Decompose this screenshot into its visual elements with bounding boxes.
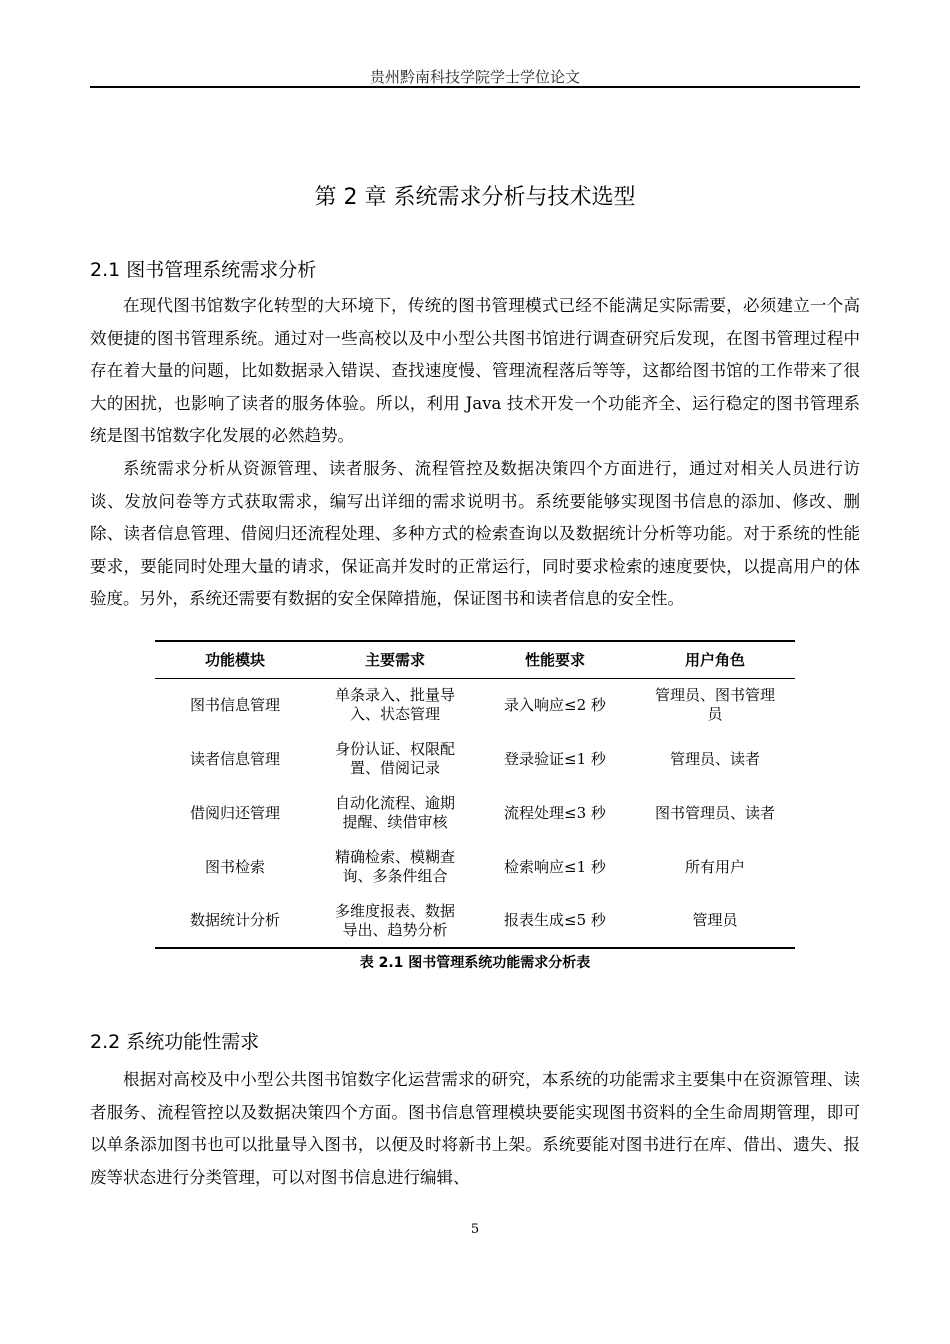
header-rule bbox=[90, 86, 860, 88]
table-row bbox=[155, 840, 795, 894]
chapter-title: 第 2 章 系统需求分析与技术选型 bbox=[314, 185, 636, 210]
table-cell-text: 管理员、读者 bbox=[669, 749, 760, 768]
table-cell: 数据统计分析 bbox=[155, 894, 315, 948]
table-cell bbox=[635, 732, 795, 786]
table-cell: 读者信息管理 bbox=[189, 749, 280, 768]
page-number: 5 bbox=[470, 1222, 480, 1237]
table-cell bbox=[315, 894, 475, 948]
table-header-cell: 主要需求 bbox=[315, 641, 475, 678]
table-caption: 表 2.1 图书管理系统功能需求分析表 bbox=[359, 955, 591, 971]
table-cell-text: 所有用户 bbox=[684, 857, 745, 876]
table-cell bbox=[315, 732, 475, 786]
table-cell: 报表生成≤5 秒 bbox=[475, 894, 635, 948]
table-header-cell: 功能模块 bbox=[155, 641, 315, 678]
table-header-row bbox=[155, 641, 795, 678]
table-header-cell: 用户角色 bbox=[635, 641, 795, 678]
table-row bbox=[155, 732, 795, 786]
table-cell-text: 自动化流程、逾期提醒、续借审核 bbox=[334, 794, 455, 831]
table-cell: 录入响应≤2 秒 bbox=[504, 695, 606, 714]
table-row bbox=[155, 678, 795, 732]
paragraph-2-1-a: 在现代图书馆数字化转型的大环境下，传统的图书管理模式已经不能满足实际需要，必须建立一个高效便捷的图书管理系统。通过对一些高校以及中小型公共图书馆进行调查研究后发现，在图书管理过程中存在着大量的问题，比如数据录入错误、查找速度慢、管理流程落后等等，这都给图书馆的工作带来了很大的困扰，也影响了读者的服务体验。所以，利用 Java 技术开发一个功能齐全、运行稳定的图书管理系统是图书馆数字化发展的必然趋势。 bbox=[90, 296, 860, 445]
table-cell-text: 单条录入、批量导入、状态管理 bbox=[334, 686, 455, 724]
table-cell-text: 精确检索、模糊查询、多条件组合 bbox=[334, 848, 455, 885]
table-cell bbox=[635, 678, 795, 732]
table-cell bbox=[635, 840, 795, 894]
section-heading-2-1: 2.1 图书管理系统需求分析 bbox=[90, 259, 317, 281]
table-cell-text: 图书管理员、读者 bbox=[654, 803, 775, 822]
table-cell: 登录验证≤1 秒 bbox=[504, 749, 606, 768]
table-row bbox=[155, 786, 795, 840]
table-cell-text: 管理员 bbox=[692, 911, 738, 929]
requirements-table bbox=[155, 640, 795, 949]
table-cell-text: 管理员、图书管理员 bbox=[654, 686, 775, 724]
paragraph-2-2-a: 根据对高校及中小型公共图书馆数字化运营需求的研究，本系统的功能需求主要集中在资源管理、读者服务、流程管控以及数据决策四个方面。图书信息管理模块要能实现图书资料的全生命周期管理，即可以单条添加图书也可以批量导入图书，以便及时将新书上架。系统要能对图书进行在库、借出、遗失、报废等状态进行分类管理，可以对图书信息进行编辑、 bbox=[90, 1070, 860, 1187]
table-cell-text: 身份认证、权限配置、借阅记录 bbox=[334, 740, 455, 777]
section-heading-2-2: 2.2 系统功能性需求 bbox=[90, 1031, 260, 1053]
table-cell bbox=[635, 786, 795, 840]
table-cell: 图书信息管理 bbox=[189, 695, 280, 714]
table-cell: 借阅归还管理 bbox=[189, 803, 280, 822]
table-header-cell: 性能要求 bbox=[475, 641, 635, 678]
table-cell-text: 多维度报表、数据导出、趋势分析 bbox=[334, 901, 455, 939]
table-cell: 流程处理≤3 秒 bbox=[504, 803, 606, 822]
table-cell: 图书检索 bbox=[204, 857, 265, 876]
table-cell bbox=[315, 840, 475, 894]
table-cell bbox=[635, 894, 795, 948]
table-row bbox=[155, 894, 795, 948]
running-header: 贵州黔南科技学院学士学位论文 bbox=[369, 68, 580, 86]
paragraph-2-1-b: 系统需求分析从资源管理、读者服务、流程管控及数据决策四个方面进行，通过对相关人员进行访谈、发放问卷等方式获取需求，编写出详细的需求说明书。系统要能够实现图书信息的添加、修改、删除、读者信息管理、借阅归还流程处理、多种方式的检索查询以及数据统计分析等功能。对于系统的性能要求，要能同时处理大量的请求，保证高并发时的正常运行，同时要求检索的速度要快，以提高用户的体验度。另外，系统还需要有数据的安全保障措施，保证图书和读者信息的安全性。 bbox=[90, 459, 860, 608]
table-cell bbox=[315, 786, 475, 840]
table-cell: 检索响应≤1 秒 bbox=[504, 857, 606, 876]
table-cell bbox=[315, 678, 475, 732]
